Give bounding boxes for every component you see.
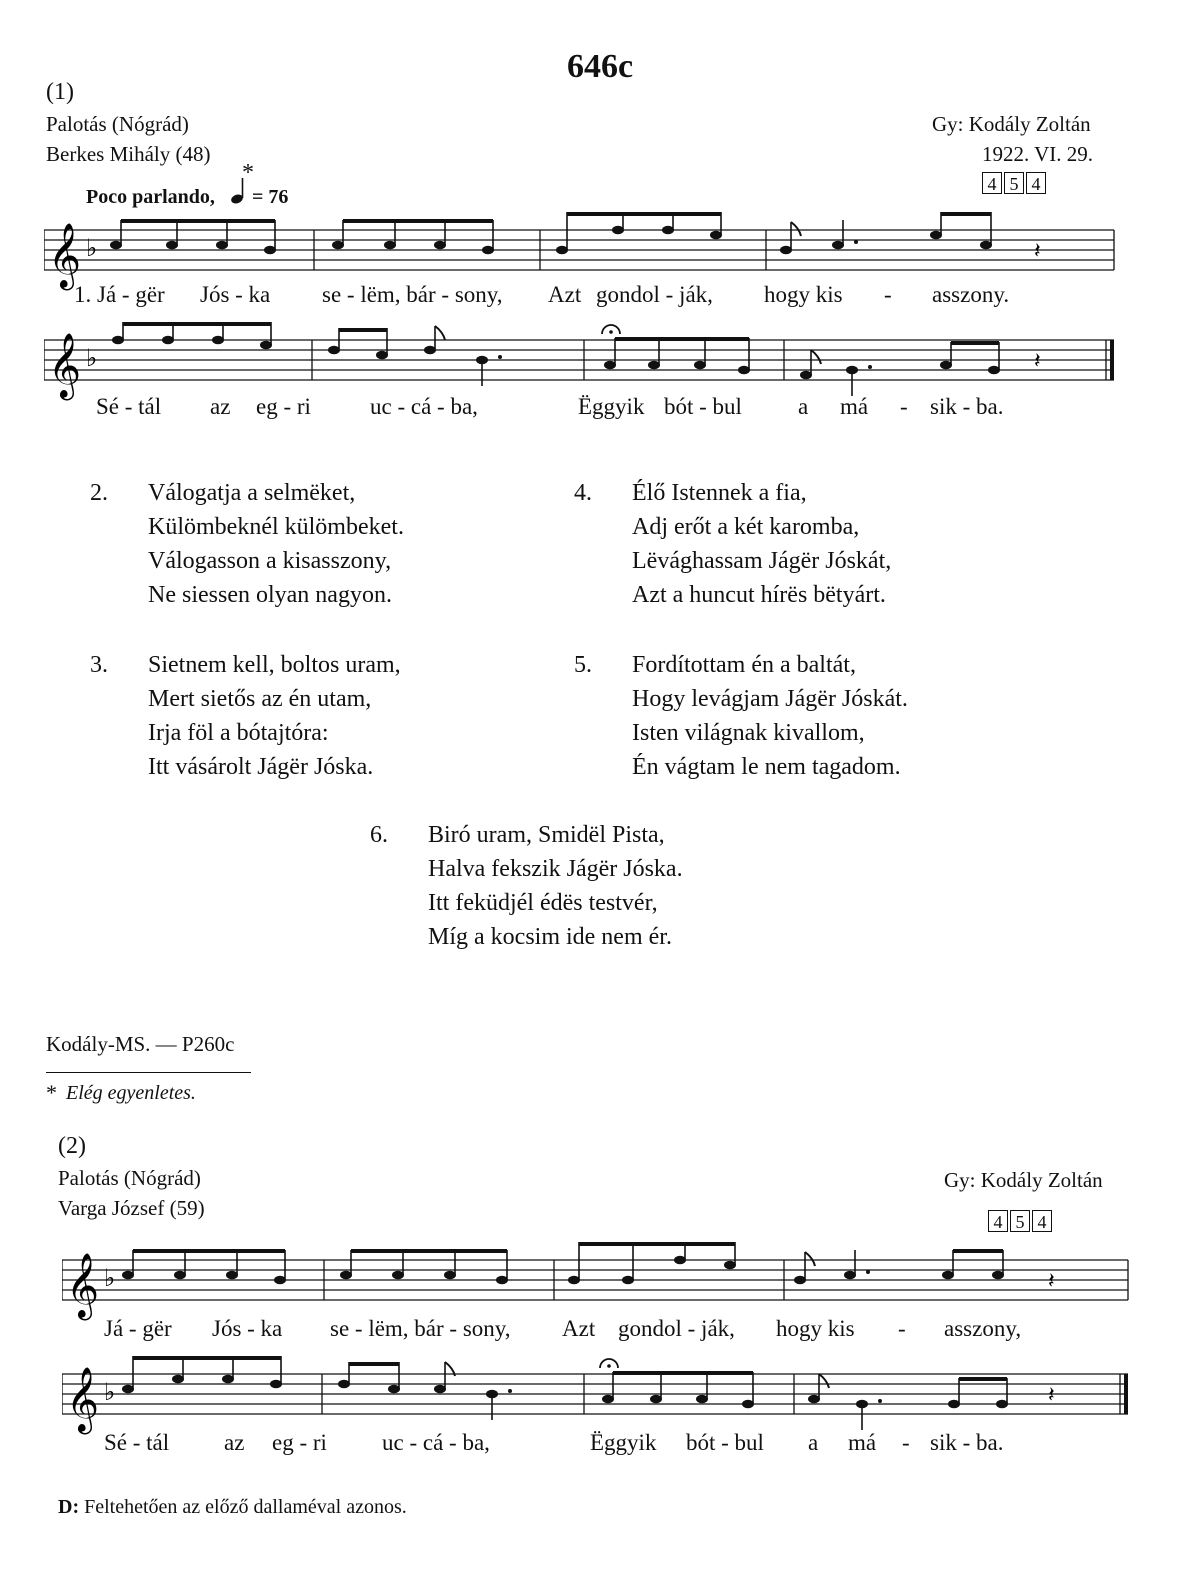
svg-text:𝄞: 𝄞 xyxy=(48,333,82,398)
lyric-syllable: eg - ri xyxy=(272,1430,327,1455)
tempo-text: Poco parlando, xyxy=(86,186,215,208)
lyric-syllable: bót - bul xyxy=(686,1430,764,1455)
lyric-syllable: má xyxy=(840,394,869,419)
cadence-box: 4 xyxy=(1032,1210,1052,1232)
stanza-line: Míg a kocsim ide nem ér. xyxy=(428,924,672,950)
melody-note-text: Feltehetően az előző dallaméval azonos. xyxy=(84,1496,407,1518)
lyric-syllable: se - lëm, bár - sony, xyxy=(322,282,503,307)
footnote-divider xyxy=(46,1072,251,1073)
stanza-3 xyxy=(90,648,530,788)
music-staff-v1-1 xyxy=(44,212,1124,292)
lyric-syllable: se - lëm, bár - sony, xyxy=(330,1316,511,1341)
svg-text:♭: ♭ xyxy=(86,234,98,262)
stanza-line: Irja föl a bótajtóra: xyxy=(148,720,329,746)
stanza-line: Élő Istennek a fia, xyxy=(632,480,807,506)
lyric-syllable: hogy kis xyxy=(776,1316,855,1341)
lyric-syllable: - xyxy=(898,1316,906,1341)
stanza-6 xyxy=(370,818,810,958)
lyric-syllable: Ëggyik xyxy=(590,1430,657,1455)
cadence-box: 4 xyxy=(982,172,1002,194)
cadence-box: 4 xyxy=(988,1210,1008,1232)
stanza-5 xyxy=(574,648,1014,788)
lyric-syllable: - xyxy=(884,282,892,307)
stanza-line: Biró uram, Smidël Pista, xyxy=(428,822,665,848)
lyric-syllable: bót - bul xyxy=(664,394,742,419)
source-reference: Kodály-MS. — P260c xyxy=(46,1032,235,1056)
lyric-syllable: eg - ri xyxy=(256,394,311,419)
stanza-number: 2. xyxy=(90,480,108,506)
variant2-number: (2) xyxy=(58,1133,86,1159)
melody-note xyxy=(58,1496,407,1519)
stanza-line: Isten világnak kivallom, xyxy=(632,720,865,746)
variant1-collector: Gy: Kodály Zoltán xyxy=(932,112,1091,136)
stanza-line: Adj erőt a két karomba, xyxy=(632,514,860,540)
stanza-line: Sietnem kell, boltos uram, xyxy=(148,652,401,678)
variant2-place: Palotás (Nógrád) xyxy=(58,1166,201,1190)
stanza-line: Itt vásárolt Jágër Jóska. xyxy=(148,754,374,780)
stanza-line: Lëvághassam Jágër Jóskát, xyxy=(632,548,892,574)
melody-note-label: D: xyxy=(58,1496,80,1518)
variant1-date: 1922. VI. 29. xyxy=(982,142,1094,166)
svg-text:𝄽: 𝄽 xyxy=(1034,239,1041,264)
stanza-line: Fordítottam én a baltát, xyxy=(632,652,856,678)
stanza-line: Azt a huncut hírës bëtyárt. xyxy=(632,582,886,608)
lyric-syllable: Azt xyxy=(562,1316,596,1341)
lyric-syllable: sik - ba. xyxy=(930,394,1004,419)
svg-text:𝄽: 𝄽 xyxy=(1034,349,1041,374)
lyric-syllable: gondol - ják, xyxy=(618,1316,735,1341)
stanza-line: Én vágtam le nem tagadom. xyxy=(632,754,901,780)
svg-text:𝄞: 𝄞 xyxy=(66,1253,100,1318)
variant1-number: (1) xyxy=(46,79,74,105)
page-title: 646c xyxy=(566,48,634,85)
stanza-line: Ne siessen olyan nagyon. xyxy=(148,582,392,608)
variant1-singer: Berkes Mihály (48) xyxy=(46,142,211,166)
half-note-icon xyxy=(230,176,248,206)
lyric-syllable: asszony. xyxy=(932,282,1010,307)
tempo-value: = 76 xyxy=(252,186,289,208)
lyric-syllable: a xyxy=(798,394,809,419)
lyric-syllable: Sé - tál xyxy=(96,394,162,419)
svg-text:𝄽: 𝄽 xyxy=(1048,1383,1055,1408)
stanza-line: Hogy levágjam Jágër Jóskát. xyxy=(632,686,908,712)
cadence-box: 5 xyxy=(1010,1210,1030,1232)
lyric-syllable: hogy kis xyxy=(764,282,843,307)
lyric-syllable: Ëggyik xyxy=(578,394,645,419)
variant2-singer: Varga József (59) xyxy=(58,1196,205,1220)
lyric-syllable: - xyxy=(900,394,908,419)
lyric-syllable: Jós - ka xyxy=(200,282,271,307)
stanza-line: Itt feküdjél édës testvér, xyxy=(428,890,658,916)
lyric-syllable: uc - cá - ba, xyxy=(382,1430,490,1455)
svg-text:♭: ♭ xyxy=(104,1264,116,1292)
cadence-box: 4 xyxy=(1026,172,1046,194)
stanza-number: 3. xyxy=(90,652,108,678)
stanza-4 xyxy=(574,476,1014,616)
cadence-box: 5 xyxy=(1004,172,1024,194)
lyric-syllable: uc - cá - ba, xyxy=(370,394,478,419)
variant2-cadence-boxes xyxy=(988,1210,1052,1232)
lyric-syllable: Jós - ka xyxy=(212,1316,283,1341)
lyric-syllable: Azt xyxy=(548,282,582,307)
music-staff-v1-2 xyxy=(44,322,1124,402)
stanza-line: Mert sietős az én utam, xyxy=(148,686,372,712)
lyric-syllable: sik - ba. xyxy=(930,1430,1004,1455)
lyric-syllable: az xyxy=(224,1430,245,1455)
stanza-number: 4. xyxy=(574,480,592,506)
stanza-number: 5. xyxy=(574,652,592,678)
svg-text:♭: ♭ xyxy=(86,344,98,372)
stanza-line: Válogatja a selmëket, xyxy=(148,480,356,506)
music-staff-v2-1 xyxy=(62,1242,1142,1322)
variant1-cadence-boxes xyxy=(982,172,1046,194)
footnote-text: Elég egyenletes. xyxy=(66,1082,196,1104)
svg-text:𝄞: 𝄞 xyxy=(48,223,82,288)
lyric-syllable: a xyxy=(808,1430,819,1455)
lyric-syllable: gondol - ják, xyxy=(596,282,713,307)
lyric-syllable: Já - gër xyxy=(104,1316,172,1341)
variant1-place: Palotás (Nógrád) xyxy=(46,112,189,136)
svg-text:♭: ♭ xyxy=(104,1378,116,1406)
stanza-line: Válogasson a kisasszony, xyxy=(148,548,392,574)
lyric-syllable: 1. Já - gër xyxy=(74,282,165,307)
stanza-line: Halva fekszik Jágër Jóska. xyxy=(428,856,683,882)
lyric-syllable: az xyxy=(210,394,231,419)
svg-text:𝄽: 𝄽 xyxy=(1048,1269,1055,1294)
stanza-number: 6. xyxy=(370,822,388,848)
lyric-syllable: Sé - tál xyxy=(104,1430,170,1455)
lyric-syllable: - xyxy=(902,1430,910,1455)
svg-text:𝄞: 𝄞 xyxy=(66,1367,100,1432)
lyric-syllable: asszony, xyxy=(944,1316,1022,1341)
asterisk-mark: * xyxy=(242,160,254,186)
stanza-line: Külömbeknél külömbeket. xyxy=(148,514,404,540)
lyric-syllable: má xyxy=(848,1430,877,1455)
stanza-2 xyxy=(90,476,530,616)
variant2-collector: Gy: Kodály Zoltán xyxy=(944,1168,1103,1192)
footnote-mark: * xyxy=(46,1080,57,1105)
